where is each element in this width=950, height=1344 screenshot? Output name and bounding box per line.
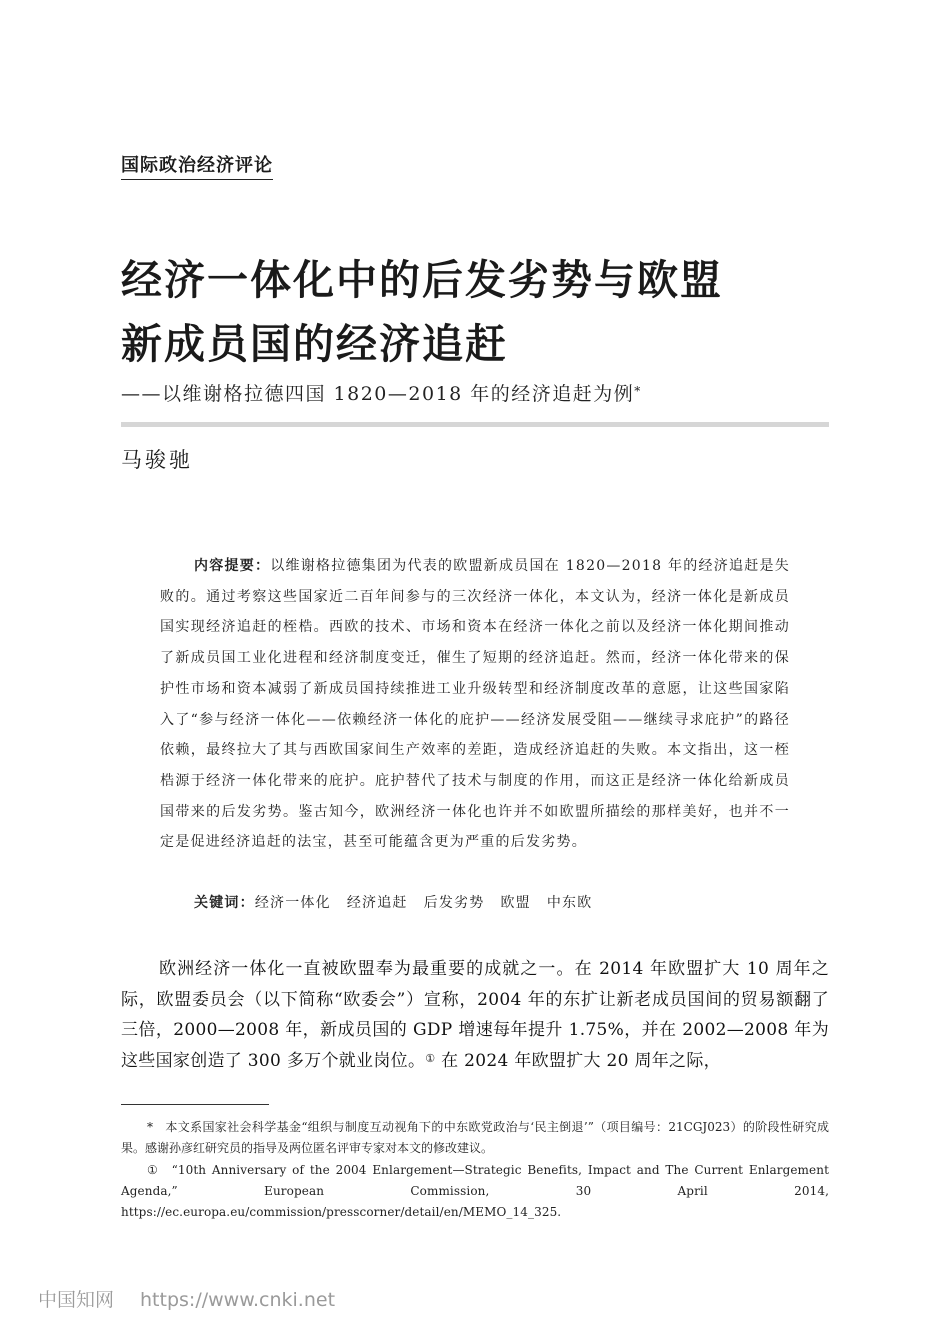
body-paragraph — [121, 954, 829, 1076]
body-text: 欧洲经济一体化一直被欧盟奉为最重要的成就之一。在 2014 年欧盟扩大 10 周年之际，欧盟委员会（以下简称“欧委会”）宣称，2004 年的东扩让新老成员国间的贸易额翻了三倍，2000—2008 年，新成员国的 GDP 增速每年提升 1.75%，并在 2002—2008 年为这些国家创造了 300 多万个就业岗位。 — [121, 959, 829, 1071]
cnki-watermark — [38, 1287, 335, 1313]
footnote-mark: ① — [147, 1163, 160, 1177]
footnote-text: “10th Anniversary of the 2004 Enlargement—Strategic Benefits, Impact and The Current Enlargement Agenda,” European Commission, 30 April 2014, https://ec.europa.eu/commission/presscorner/detail/en/MEMO_14_325. — [121, 1163, 829, 1219]
footnote-divider — [121, 1104, 269, 1105]
footnote-mark: * — [147, 1120, 153, 1134]
article-title-line-2: 新成员国的经济追赶 — [121, 320, 508, 368]
title-divider — [121, 422, 829, 427]
footnote-item — [121, 1117, 829, 1159]
article-title-line-1: 经济一体化中的后发劣势与欧盟 — [121, 256, 723, 304]
keyword-item: 经济追赶 — [346, 895, 408, 911]
abstract-text: 以维谢格拉德集团为代表的欧盟新成员国在 1820—2018 年的经济追赶是失败的。通过考察这些国家近二百年间参与的三次经济一体化，本文认为，经济一体化是新成员国实现经济追赶的桎梏。西欧的技术、市场和资本在经济一体化之前以及经济一体化期间推动了新成员国工业化进程和经济制度变迁，催生了短期的经济追赶。然而，经济一体化带来的保护性市场和资本减弱了新成员国持续推进工业升级转型和经济制度改革的意愿，让这些国家陷入了“参与经济一体化——依赖经济一体化的庇护——经济发展受阻——继续寻求庇护”的路径依赖，最终拉大了其与西欧国家间生产效率的差距，造成经济追赶的失败。本文指出，这一桎梏源于经济一体化带来的庇护。庇护替代了技术与制度的作用，而这正是经济一体化给新成员国带来的后发劣势。鉴古知今，欧洲经济一体化也许并不如欧盟所描绘的那样美好，也并不一定是促进经济追赶的法宝，甚至可能蕴含更为严重的后发劣势。 — [160, 558, 790, 851]
author-name: 马骏驰 — [121, 448, 193, 472]
watermark-brand: 中国知网 — [38, 1289, 115, 1311]
keywords-label: 关键词： — [194, 895, 255, 911]
abstract — [160, 551, 790, 858]
keyword-item: 中东欧 — [546, 895, 593, 911]
journal-column-title: 国际政治经济评论 — [121, 155, 273, 180]
body-text-continued: 在 2024 年欧盟扩大 20 周年之际， — [435, 1050, 721, 1071]
abstract-label: 内容提要： — [194, 558, 271, 574]
article-title — [121, 248, 841, 376]
body-footnote-ref[interactable]: ① — [425, 1051, 436, 1065]
keyword-item: 后发劣势 — [423, 895, 485, 911]
watermark-url[interactable]: https://www.cnki.net — [140, 1289, 336, 1311]
footnotes — [121, 1117, 829, 1224]
subtitle-footnote-mark: * — [634, 384, 642, 398]
keywords — [194, 888, 794, 918]
article-subtitle-text: ——以维谢格拉德四国 1820—2018 年的经济追赶为例 — [121, 383, 635, 405]
article-subtitle — [121, 381, 841, 407]
keyword-item: 经济一体化 — [254, 895, 331, 911]
footnote-text: 本文系国家社会科学基金“组织与制度互动视角下的中东欧党政治与‘民主倒退’”（项目编号：21CGJ023）的阶段性研究成果。感谢孙彦红研究员的指导及两位匿名评审专家对本文的修改建议。 — [121, 1120, 829, 1155]
keyword-item: 欧盟 — [500, 895, 531, 911]
footnote-item — [121, 1160, 829, 1223]
